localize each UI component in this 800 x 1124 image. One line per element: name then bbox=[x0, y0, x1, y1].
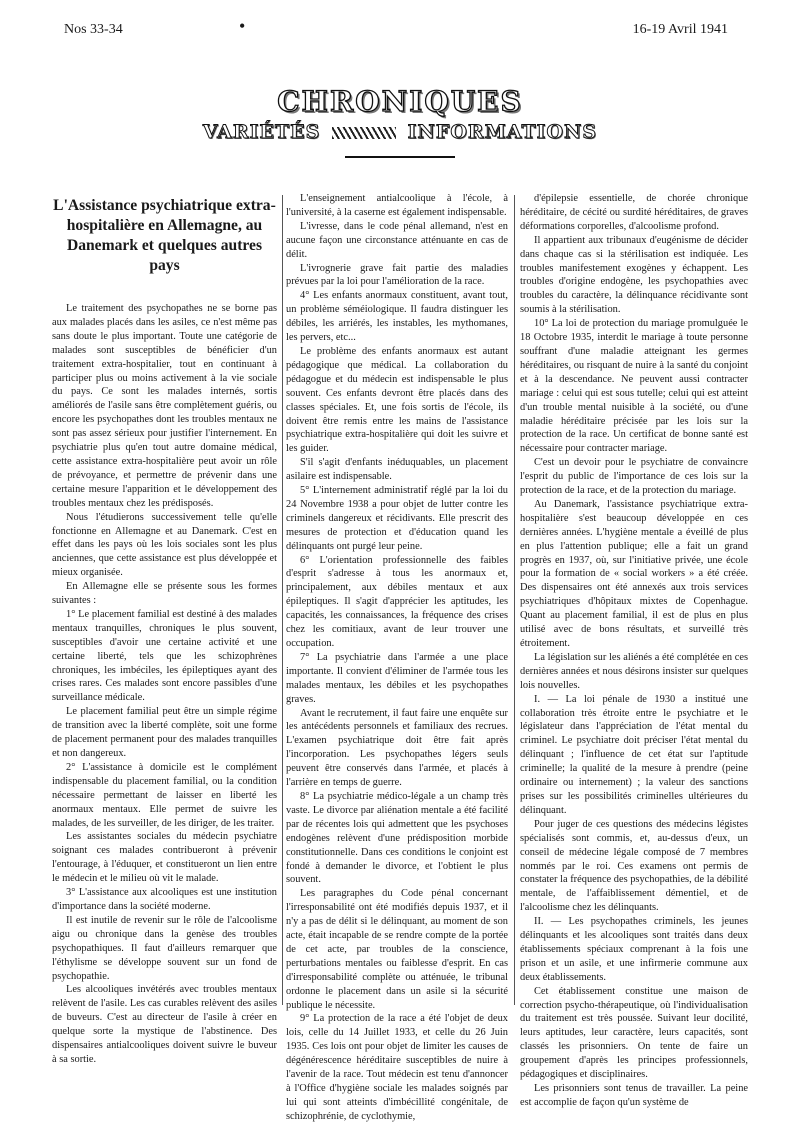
paragraph: Cet établissement constitue une maison de correction psycho-thérapeutique, où l'individualisation du traitement est très poussée. Suivant leur docilité, leurs aptitudes, leur caractère, leurs capacités, sont classés les prisonniers. On tente de faire un groupement d'après les principes professionnels, pédagogiques et disciplinaires. bbox=[520, 985, 748, 1081]
paragraph: Nous l'étudierons successivement telle qu'elle fonctionne en Allemagne et au Danemark. C'est en effet dans les pays où les lois sociales sont les plus anciennes, que cette assistance est plus développée et mieux organisée. bbox=[52, 511, 277, 579]
paragraph: Le problème des enfants anormaux est autant pédagogique que médical. La collaboration du pédagogue et du médecin est indispensable le plus souvent. Ces enfants devront être placés dans des classes spéciales. Et, une fois sortis de l'école, ils doivent être remis entre les mains de l'assistance psychiatrique extra-hospitalière qui doit les suivre et les guider. bbox=[286, 345, 508, 455]
paragraph: Avant le recrutement, il faut faire une enquête sur les antécédents personnels et familiaux des recrues. L'examen psychiatrique doit être fait après l'incorporation. Les psychopathes légers seuls peuvent être conservés dans l'armée, et placés à l'arrière en temps de guerre. bbox=[286, 707, 508, 789]
paragraph: L'enseignement antialcoolique à l'école, à l'université, à la caserne est également indispensable. bbox=[286, 193, 508, 218]
running-header bbox=[64, 16, 728, 42]
column-divider bbox=[282, 195, 283, 1005]
paragraph: Les assistantes sociales du médecin psychiatre soignant ces malades contribueront à prévenir l'entourage, à l'éduquer, et constitueront un lien entre le médecin et le milieu où vit le malade. bbox=[52, 831, 277, 885]
column-1 bbox=[52, 192, 277, 1067]
column-2-body bbox=[286, 192, 508, 1124]
paragraph: Les prisonniers sont tenus de travailler. La peine est accomplie de façon qu'un système de bbox=[520, 1083, 748, 1108]
paragraph: d'épilepsie essentielle, de chorée chronique héréditaire, de cécité ou surdité héréditaires, de graves déformations corporelles, d'alcoolisme profond. bbox=[520, 193, 748, 232]
paragraph: L'ivrognerie grave fait partie des maladies prévues par la loi pour l'amélioration de la race. bbox=[286, 262, 508, 288]
article-title: L'Assistance psychiatrique extra-hospitalière en Allemagne, au Danemark et quelques autres pays bbox=[53, 197, 276, 274]
column-3 bbox=[520, 192, 748, 1110]
paragraph: 3° L'assistance aux alcooliques est une institution d'importance dans la société moderne. bbox=[52, 887, 277, 912]
paragraph: II. — Les psychopathes criminels, les jeunes délinquants et les alcooliques sont traités dans deux établissements spéciaux comprenant à la fois une prison et un asile, et une infirmerie commune aux deux établissements. bbox=[520, 916, 748, 983]
paragraph: 7° La psychiatrie dans l'armée a une place importante. Il convient d'éliminer de l'armée tous les malades mentaux, les débiles et les psychopathes graves. bbox=[286, 651, 508, 705]
paragraph: 6° L'orientation professionnelle des faibles d'esprit s'adresse à tous les anormaux et, principalement, aux débiles mentaux et aux épileptiques. Il s'agit d'apprécier les aptitudes, les capacités, les connaissances, la fréquence des crises chez les comitiaux, avant de leur trouver une occupation. bbox=[286, 554, 508, 649]
paragraph: Il est inutile de revenir sur le rôle de l'alcoolisme aigu ou chronique dans la genèse des troubles psychopathiques. Il faut d'ailleurs remarquer que l'éthylisme se développe souvent sur un fond de psychopathie. bbox=[52, 914, 277, 982]
paragraph: Il appartient aux tribunaux d'eugénisme de décider dans chaque cas si la stérilisation est indiquée. Les troubles manifestement exogènes y échappent. Les troubles d'origine endogène, les psychopathies avec troubles du caractère, la délinquance récidivante sont soumis à la stérilisation. bbox=[520, 234, 748, 316]
paragraph: 4° Les enfants anormaux constituent, avant tout, un problème séméiologique. Il faudra distinguer les débiles, les arriérés, les instables, les mythomanes, les pervers, etc... bbox=[286, 290, 508, 344]
ornament-icon bbox=[332, 127, 396, 139]
paragraph: 2° L'assistance à domicile est le complément indispensable du placement familial, ou la condition nécessaire permettant de laisser en liberté les anormaux mentaux. Elle permet de suivre les malades, de les surveiller, de les diriger, de les traiter. bbox=[52, 761, 277, 829]
column-2 bbox=[286, 192, 508, 1124]
paragraph: 5° L'internement administratif réglé par la loi du 24 Novembre 1938 a pour objet de lutter contre les criminels dangereux et récidivants. Elle prescrit des mesures de protection et d'éducation quand les délinquants ont purgé leur peine. bbox=[286, 485, 508, 552]
paragraph: Au Danemark, l'assistance psychiatrique extra-hospitalière s'est beaucoup développée en ces dernières années. L'hygiène mentale a éveillé de plus en plus l'attention publique; elle a fait un grand progrès en 1937, où, sur l'initiative privée, une école pour la formation de « social workers » a été créée. Des dispensaires ont été annexés aux trois services psychiatriques d'hôpitaux mixtes de Copenhague. Quant au placement familial, il est de plus en plus utilisé avec de bons résultats, et surveillé très étroitement. bbox=[520, 498, 748, 649]
column-1-body bbox=[52, 302, 277, 1067]
column-divider bbox=[514, 195, 515, 1005]
subtitle-right: INFORMATIONS bbox=[407, 121, 598, 143]
paragraph: Pour juger de ces questions des médecins légistes spécialisés sont commis, et, au-dessus d'eux, un conseil de médecine légale composé de 7 membres nommés par le roi. Ces examens ont permis de constater la fréquence des psychopathies, de la débilité mentale, de l'affaiblissement démentiel, et de l'alcoolisme chez les délinquants. bbox=[520, 818, 748, 914]
paragraph: S'il s'agit d'enfants inéduquables, un placement asilaire est indispensable. bbox=[286, 457, 508, 483]
paragraph: I. — La loi pénale de 1930 a institué une collaboration très étroite entre le psychiatre et le législateur dans l'appréciation de l'état mental du criminel. Le psychiatre doit préciser l'état mental du délinquant ; l'influence de cet état sur l'aptitude criminelle; la qualité de la mesure à prendre (peine ordinaire ou internement) ; la valeur des sanctions prises sur les possibilités criminelles ultérieures du délinquant. bbox=[520, 693, 748, 816]
column-3-body bbox=[520, 192, 748, 1110]
issue-number: Nos 33-34 bbox=[64, 22, 123, 37]
paragraph: C'est un devoir pour le psychiatre de convaincre l'esprit du public de l'importance de ces lois sur la protection de la race, et de la protection du mariage. bbox=[520, 457, 748, 497]
subtitle-left: VARIÉTÉS bbox=[202, 121, 321, 143]
paragraph: 10° La loi de protection du mariage promulguée le 18 Octobre 1935, interdit le mariage à toute personne souffrant d'une maladie atteignant les germes héréditaires, ou risquant de nuire à la santé du conjoint et à la descendance. Ne peuvent aussi contracter mariage : celui qui est sous tutelle; celui qui est atteint d'un trouble mental nuisible à la société, ou d'une maladie héréditaire précisée par les lois sur la protection de la race. Un certificat de bonne santé est nécessaire pour contracter mariage. bbox=[520, 318, 748, 455]
paragraph: L'ivresse, dans le code pénal allemand, n'est en aucune façon une circonstance atténuante en cas de délit. bbox=[286, 220, 508, 260]
section-title: CHRONIQUES bbox=[277, 85, 523, 118]
paragraph: 8° La psychiatrie médico-légale a un champ très vaste. Le divorce par aliénation mentale a été facilité par de récentes lois qui admettent que les psychoses endogènes relèvent d'une prédisposition morbide constitutionnelle. Dans ces conditions le conjoint est fondé à demander le divorce, et l'obtient le plus souvent. bbox=[286, 790, 508, 886]
title-rule bbox=[345, 156, 455, 158]
paragraph: Le traitement des psychopathes ne se borne pas aux malades placés dans les asiles, ce n'est même pas sans doute le plus important. Toute une catégorie de malades sont susceptibles de bénéficier d'un traitement extra-hospitalier, tout en continuant à participer plus ou moins activement à la vie sociale du pays. Ce sont les malades internés, sortis améliorés de l'asile sans être complètement guéris, ou encore les psychopathes dont les troubles mentaux ne sont pas assez sérieux pour justifier l'internement. En psychiatrie plus qu'en tout autre domaine médical, cette assistance extra-hospitalière peut avoir un rôle de prévoyance, et permettre de prévenir dans une certaine mesure l'apparition et le développement des troubles mentaux chez les prédisposés. bbox=[52, 303, 277, 509]
paragraph: Les paragraphes du Code pénal concernant l'irresponsabilité ont été modifiés depuis 1937, et il n'y a pas de délit si le délinquant, au moment de son acte, était incapable de se rendre compte de la portée de cet acte, par troubles de la conscience, perturbations mentales ou faiblesse d'esprit. En cas d'irresponsabilité complète ou atténuée, le tribunal ordonne le placement dans un asile si la sécurité publique le nécessite. bbox=[286, 888, 508, 1011]
bullet-mark: • bbox=[239, 16, 246, 36]
paragraph: En Allemagne elle se présente sous les formes suivantes : bbox=[52, 581, 277, 607]
section-subtitle bbox=[0, 121, 800, 143]
paragraph: Les alcooliques invétérés avec troubles mentaux relèvent de l'asile. Les cas curables relèvent des asiles de buveurs. C'est au directeur de l'asile à créer en quelque sorte la mystique de l'abstinence. Des dispensaires antialcooliques doivent suivre le buveur à sa sortie. bbox=[52, 984, 277, 1065]
paragraph: 9° La protection de la race a été l'objet de deux lois, celle du 14 Juillet 1933, et celle du 26 Juin 1935. Ces lois ont pour objet de limiter les causes de dégénérescence héréditaire susceptibles de nuire à l'avenir de la race. Tout médecin est tenu d'annoncer à l'Office d'hygiène sociale les malades soignés par lui qui sont atteints d'imbécillité congénitale, de schizophrénie, de cyclothymie, bbox=[286, 1013, 508, 1122]
paragraph: La législation sur les aliénés a été complétée en ces dernières années et nous désirons insister sur quelques lois nouvelles. bbox=[520, 651, 748, 691]
issue-date: 16-19 Avril 1941 bbox=[632, 22, 728, 37]
paragraph: Le placement familial peut être un simple régime de transition avec la liberté complète, soit une forme de placement permanent pour des malades tranquilles et non dangereux. bbox=[52, 706, 277, 759]
paragraph: 1° Le placement familial est destiné à des malades mentaux tranquilles, chroniques le plus souvent, susceptibles d'avoir une certaine activité et une certaine liberté, tels que les schizophrènes chroniques, les imbéciles, les épileptiques ayant des crises rares. Ces malades sont encore passibles d'une surveillance médicale. bbox=[52, 608, 277, 704]
